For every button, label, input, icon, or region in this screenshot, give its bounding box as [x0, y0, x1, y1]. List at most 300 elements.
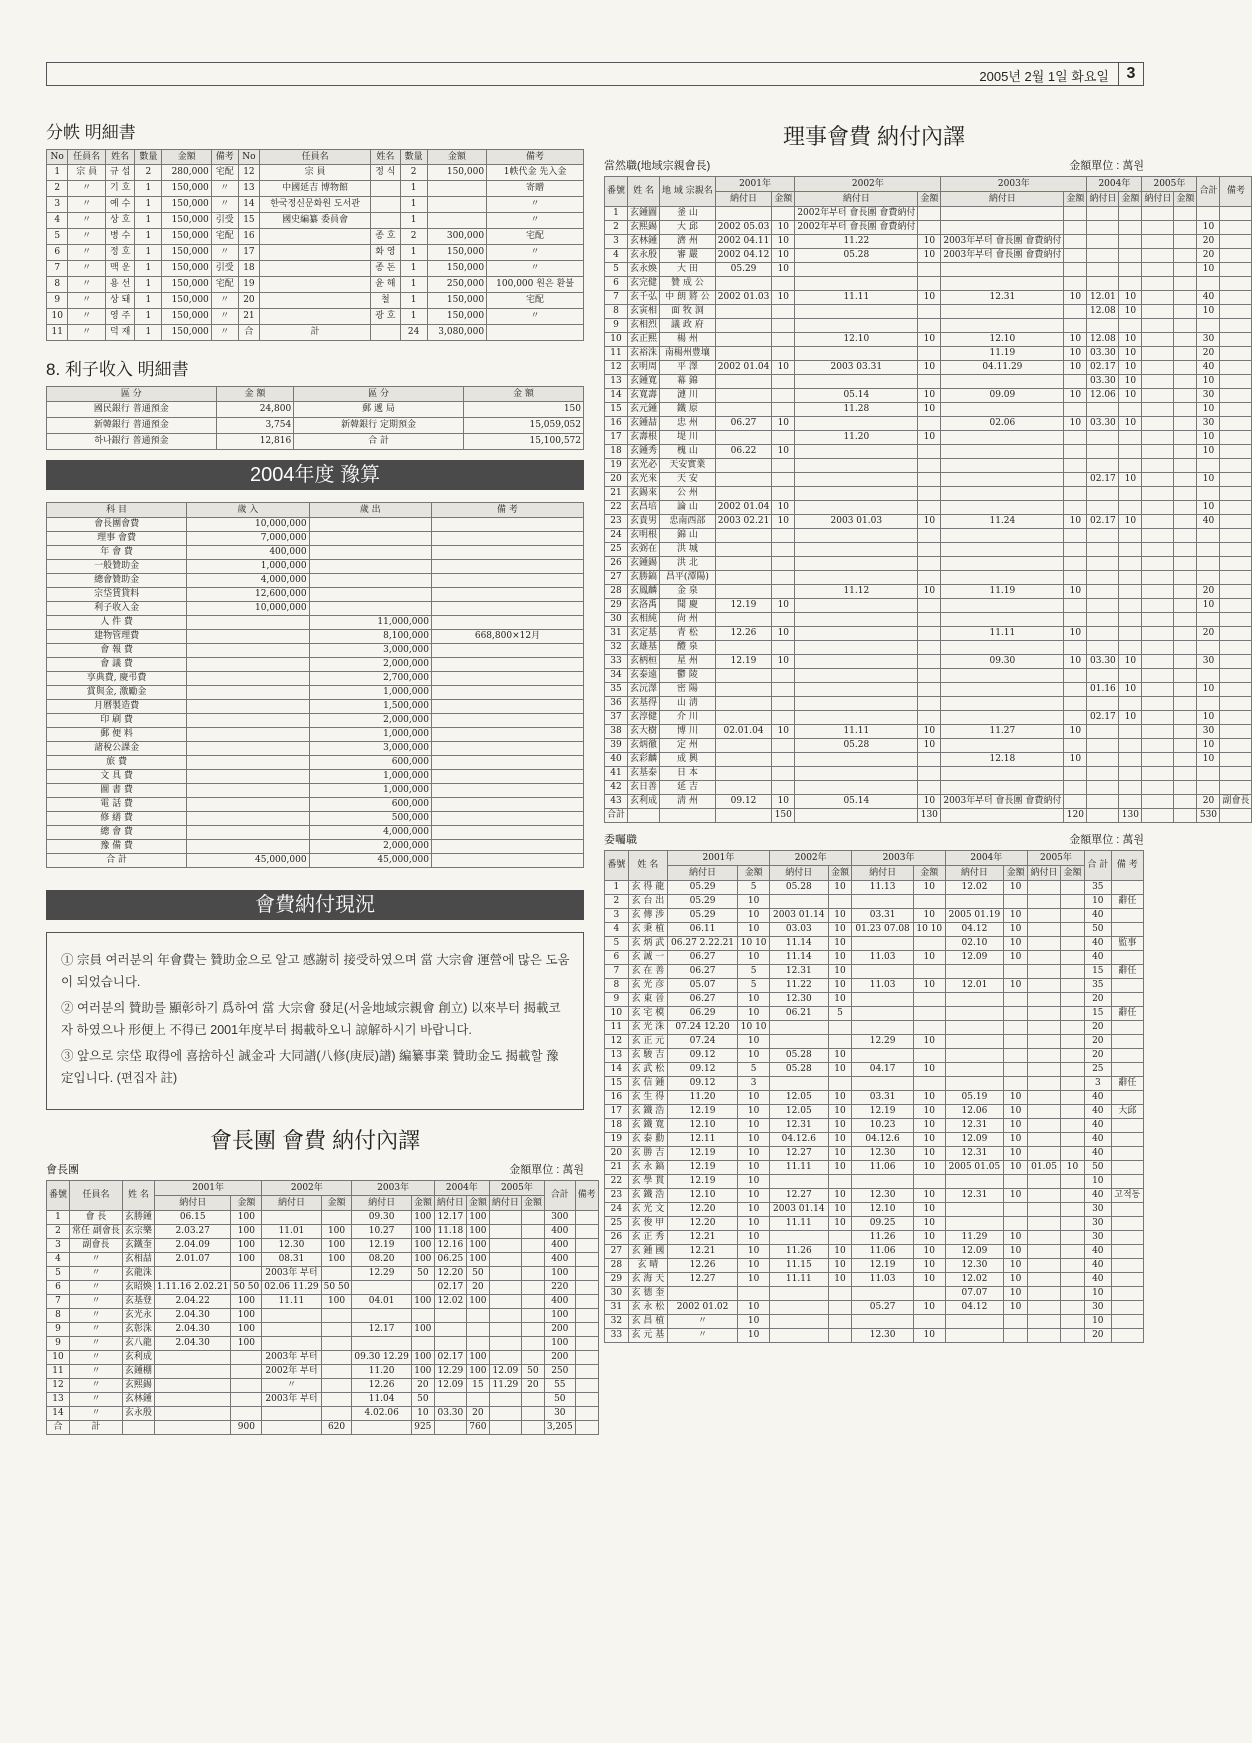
table-cell: [1087, 431, 1119, 445]
table-cell: 20: [411, 1379, 434, 1393]
table-cell: [945, 1077, 1004, 1091]
table-cell: [1061, 895, 1085, 909]
table-cell: 玄淳健: [628, 711, 660, 725]
table-row: [47, 245, 584, 261]
table-cell: [431, 658, 583, 672]
table-cell: [1119, 599, 1142, 613]
table-cell: 〃: [70, 1393, 123, 1407]
table-cell: 기 호: [105, 181, 135, 197]
table-cell: [772, 753, 795, 767]
table-row: [605, 881, 1144, 895]
table-cell: 2: [400, 229, 427, 245]
table-cell: 〃: [262, 1379, 321, 1393]
table-cell: 10: [1004, 909, 1028, 923]
table-cell: 10: [828, 965, 852, 979]
table-row: [605, 1161, 1144, 1175]
table-cell: 10: [1197, 305, 1220, 319]
column-header: 數量: [135, 150, 162, 165]
table-cell: [1174, 753, 1197, 767]
table-row: [47, 309, 584, 325]
table-cell: [411, 1281, 434, 1295]
table-row: [47, 770, 584, 784]
table-row: [605, 585, 1252, 599]
table-cell: [852, 1287, 913, 1301]
table-cell: [945, 1035, 1004, 1049]
table-cell: [715, 333, 772, 347]
table-cell: [772, 389, 795, 403]
table-cell: [187, 728, 309, 742]
table-cell: 02.17: [1087, 711, 1119, 725]
table-cell: [1220, 571, 1252, 585]
table-row: [47, 1239, 599, 1253]
table-cell: 11.14: [770, 951, 829, 965]
table-cell: 12.10: [795, 333, 918, 347]
table-cell: [941, 599, 1064, 613]
table-cell: 01.16: [1087, 683, 1119, 697]
table-cell: 05.07: [667, 979, 737, 993]
table-cell: [431, 728, 583, 742]
table-cell: [852, 937, 913, 951]
table-row: [47, 784, 584, 798]
table-cell: [1220, 501, 1252, 515]
table-cell: [262, 1309, 321, 1323]
table-cell: 02.01.04: [715, 725, 772, 739]
table-cell: [1220, 655, 1252, 669]
column-header: 納付日: [154, 1196, 231, 1211]
table-cell: [431, 840, 583, 854]
column-header: 金額: [1174, 192, 1197, 207]
table-cell: 30: [1084, 1203, 1111, 1217]
table-cell: 10: [1119, 291, 1142, 305]
table-cell: 11.03: [852, 951, 913, 965]
table-cell: [715, 781, 772, 795]
table-cell: [1061, 923, 1085, 937]
table-cell: 17: [238, 245, 259, 261]
table-cell: [1220, 361, 1252, 375]
table-cell: [1142, 291, 1174, 305]
table-cell: 6: [47, 245, 68, 261]
table-cell: 10: [1004, 1147, 1028, 1161]
table-cell: [1142, 361, 1174, 375]
table-cell: 02.17: [434, 1351, 466, 1365]
table-cell: [352, 1337, 411, 1351]
table-cell: 10: [1064, 389, 1087, 403]
column-header: 歲 入: [187, 503, 309, 518]
table-cell: 02.17: [1087, 473, 1119, 487]
table-cell: [1087, 795, 1119, 809]
table-cell: 12.19: [667, 1161, 737, 1175]
table-cell: [715, 431, 772, 445]
table-cell: [918, 459, 941, 473]
table-cell: 玄明周: [628, 361, 660, 375]
table-cell: 理事 會費: [47, 532, 187, 546]
table-cell: 玄永殷: [122, 1407, 154, 1421]
column-header: 合計: [544, 1181, 575, 1211]
table-row: [605, 909, 1144, 923]
table-cell: [772, 277, 795, 291]
table-cell: [795, 473, 918, 487]
table-cell: [941, 571, 1064, 585]
table-cell: [828, 1175, 852, 1189]
table-cell: [1064, 711, 1087, 725]
table-cell: [431, 672, 583, 686]
table-cell: 玄相喆: [122, 1253, 154, 1267]
table-cell: 10: [1197, 473, 1220, 487]
table-cell: 錦 山: [660, 529, 716, 543]
table-cell: 10: [772, 655, 795, 669]
table-cell: 玄勝鎬: [628, 571, 660, 585]
table-cell: [945, 1315, 1004, 1329]
table-cell: [521, 1239, 544, 1253]
table-cell: [1119, 235, 1142, 249]
table-cell: 面 牧 洞: [660, 305, 716, 319]
table-cell: 1,000,000: [187, 560, 309, 574]
table-cell: 玄雄基: [628, 641, 660, 655]
column-header: 金額: [828, 866, 852, 881]
year-header: 2003年: [852, 851, 945, 866]
table-cell: 12.27: [770, 1189, 829, 1203]
table-row: [605, 655, 1252, 669]
table-cell: 玄 鐵 浩: [628, 1105, 667, 1119]
table-cell: [1197, 529, 1220, 543]
table-cell: [1027, 979, 1060, 993]
table-cell: [795, 319, 918, 333]
table-cell: [945, 993, 1004, 1007]
table-cell: [1142, 557, 1174, 571]
table-cell: [1220, 627, 1252, 641]
table-row: [47, 165, 584, 181]
table-cell: 07.24: [667, 1035, 737, 1049]
table-cell: 10: [828, 1147, 852, 1161]
table-cell: 규 섭: [105, 165, 135, 181]
table-cell: [941, 375, 1064, 389]
table-cell: 18: [605, 445, 628, 459]
table-cell: [918, 445, 941, 459]
leaders-group: 會長團: [46, 1164, 79, 1176]
table-cell: [1142, 809, 1174, 823]
table-cell: [1119, 445, 1142, 459]
table-cell: 14: [47, 1407, 70, 1421]
table-cell: 30: [1084, 1301, 1111, 1315]
table-cell: [187, 672, 309, 686]
table-cell: [1064, 669, 1087, 683]
table-cell: 會長團會費: [47, 518, 187, 532]
table-cell: 2003年부터 會長團 會費納付: [941, 235, 1064, 249]
table-cell: 監事: [1111, 937, 1143, 951]
table-cell: [1087, 725, 1119, 739]
table-cell: 100: [466, 1239, 489, 1253]
table-cell: 11.15: [770, 1259, 829, 1273]
table-cell: 10: [772, 725, 795, 739]
table-cell: [795, 571, 918, 585]
table-cell: [1004, 1217, 1028, 1231]
table-cell: [1174, 277, 1197, 291]
table-cell: [489, 1253, 521, 1267]
table-cell: [521, 1421, 544, 1435]
table-cell: [1197, 697, 1220, 711]
table-cell: 11.11: [795, 725, 918, 739]
table-cell: 引受: [211, 261, 238, 277]
table-cell: [918, 543, 941, 557]
table-cell: 玄寅相: [628, 305, 660, 319]
table-cell: [431, 532, 583, 546]
table-cell: [941, 445, 1064, 459]
table-cell: 03.31: [852, 1091, 913, 1105]
table-cell: [795, 613, 918, 627]
table-cell: [1119, 221, 1142, 235]
table-cell: 10: [1119, 375, 1142, 389]
table-cell: [1111, 1231, 1143, 1245]
table-cell: [1027, 881, 1060, 895]
table-cell: 10: [1004, 951, 1028, 965]
table-cell: [1004, 1021, 1028, 1035]
table-cell: [795, 809, 918, 823]
table-cell: [941, 557, 1064, 571]
table-cell: 50: [411, 1267, 434, 1281]
table-row: [605, 1147, 1144, 1161]
column-header: 納付日: [795, 192, 918, 207]
table-cell: [187, 742, 309, 756]
table-row: [605, 1119, 1144, 1133]
table-cell: 280,000: [162, 165, 211, 181]
table-cell: 05.29: [667, 909, 737, 923]
table-cell: [772, 669, 795, 683]
table-cell: [715, 557, 772, 571]
table-cell: [1087, 571, 1119, 585]
table-cell: 大邱: [1111, 1105, 1143, 1119]
table-cell: 05.28: [795, 739, 918, 753]
table-row: [605, 725, 1252, 739]
table-cell: [1174, 501, 1197, 515]
table-cell: [1027, 1091, 1060, 1105]
table-cell: 釜 山: [660, 207, 716, 221]
table-cell: 楊 州: [660, 333, 716, 347]
table-row: [47, 434, 584, 450]
table-cell: [772, 697, 795, 711]
table-cell: 10: [1064, 515, 1087, 529]
table-cell: 10: [1004, 1189, 1028, 1203]
table-cell: 豫 備 費: [47, 840, 187, 854]
table-cell: 12.31: [770, 965, 829, 979]
table-cell: 10: [738, 1245, 770, 1259]
table-cell: [1004, 1063, 1028, 1077]
table-cell: 玄林鍾: [628, 235, 660, 249]
notice-item: ③ 앞으로 宗垈 取得에 喜捨하신 誠金과 大同譜(八修(庚辰)譜) 編纂事業 贊助金도 揭載할 豫定입니다. (편집자 註): [61, 1049, 559, 1085]
table-cell: [770, 1301, 829, 1315]
table-cell: [431, 784, 583, 798]
directors-table: [604, 176, 1252, 823]
table-cell: [575, 1267, 598, 1281]
year-header: 2004年: [945, 851, 1027, 866]
table-cell: 〃: [68, 293, 105, 309]
table-cell: [1174, 683, 1197, 697]
table-cell: 寄贈: [487, 181, 584, 197]
table-cell: [918, 781, 941, 795]
table-cell: 新韓銀行 定期預金: [294, 418, 464, 434]
table-cell: 11.03: [852, 979, 913, 993]
table-cell: 34: [605, 669, 628, 683]
table-cell: 10: [918, 249, 941, 263]
table-row: [47, 1337, 599, 1351]
table-cell: 100: [544, 1309, 575, 1323]
table-cell: [1004, 895, 1028, 909]
table-cell: 50: [1084, 1161, 1111, 1175]
table-cell: 05.14: [795, 389, 918, 403]
table-cell: [1087, 753, 1119, 767]
table-cell: [231, 1393, 262, 1407]
column-header: 納付日: [945, 866, 1004, 881]
table-cell: [489, 1211, 521, 1225]
table-row: [605, 571, 1252, 585]
table-row: [605, 501, 1252, 515]
table-cell: [1119, 725, 1142, 739]
table-cell: 12.19: [667, 1175, 737, 1189]
table-cell: 忠南西部: [660, 515, 716, 529]
table-cell: 堤 川: [660, 431, 716, 445]
table-cell: 22: [605, 1175, 629, 1189]
table-cell: 100: [466, 1351, 489, 1365]
table-cell: 玄 鍾 國: [628, 1245, 667, 1259]
table-cell: 2005 01.05: [945, 1161, 1004, 1175]
table-row: [605, 515, 1252, 529]
table-row: [47, 546, 584, 560]
table-cell: [1064, 403, 1087, 417]
table-cell: 1: [400, 213, 427, 229]
table-cell: [1220, 445, 1252, 459]
table-cell: [1111, 1217, 1143, 1231]
table-cell: [309, 532, 431, 546]
table-cell: 15: [605, 1077, 629, 1091]
table-cell: 12.19: [852, 1259, 913, 1273]
table-cell: 12.06: [945, 1105, 1004, 1119]
table-cell: 45,000,000: [309, 854, 431, 868]
table-cell: 14: [605, 1063, 629, 1077]
table-cell: 宗垈賃貸料: [47, 588, 187, 602]
table-row: [605, 417, 1252, 431]
table-cell: [1087, 249, 1119, 263]
directors-group: 當然職(地域宗親會長): [604, 160, 711, 172]
table-cell: 10: [1197, 711, 1220, 725]
table-cell: 925: [411, 1421, 434, 1435]
table-cell: 〃: [70, 1351, 123, 1365]
table-cell: 400: [544, 1239, 575, 1253]
table-cell: 2,700,000: [309, 672, 431, 686]
table-cell: [772, 641, 795, 655]
table-cell: 12.29: [434, 1365, 466, 1379]
table-cell: 玄鍾錫: [628, 557, 660, 571]
table-cell: 10: [918, 333, 941, 347]
table-cell: 20: [238, 293, 259, 309]
table-cell: 100: [231, 1211, 262, 1225]
table-cell: 02.06 11.29: [262, 1281, 321, 1295]
table-cell: 印 刷 費: [47, 714, 187, 728]
table-cell: 05.28: [795, 249, 918, 263]
table-cell: 12: [605, 361, 628, 375]
budget-table: [46, 502, 584, 868]
table-cell: 06.27: [715, 417, 772, 431]
table-cell: 600,000: [309, 756, 431, 770]
table-cell: 150: [772, 809, 795, 823]
table-cell: 國民銀行 普通預金: [47, 402, 217, 418]
table-cell: [852, 993, 913, 1007]
table-cell: [1087, 263, 1119, 277]
table-cell: 玄正熙: [628, 333, 660, 347]
table-cell: 04.01: [352, 1295, 411, 1309]
table-cell: [1027, 1245, 1060, 1259]
table-cell: 20: [1084, 1329, 1111, 1343]
table-cell: 27: [605, 1245, 629, 1259]
table-cell: [1061, 1301, 1085, 1315]
table-cell: [431, 588, 583, 602]
table-cell: [795, 277, 918, 291]
table-cell: [1119, 277, 1142, 291]
table-cell: 玄熙錫: [122, 1379, 154, 1393]
table-cell: [1087, 319, 1119, 333]
table-cell: 玄日善: [628, 781, 660, 795]
column-header: 納付日: [1142, 192, 1174, 207]
column-header: 金額: [162, 150, 211, 165]
table-cell: 100: [466, 1295, 489, 1309]
table-cell: 玄林鍾: [122, 1393, 154, 1407]
table-cell: [309, 602, 431, 616]
table-cell: [1119, 263, 1142, 277]
table-cell: 45,000,000: [187, 854, 309, 868]
table-cell: 2003 03.31: [795, 361, 918, 375]
column-header: 金額: [466, 1196, 489, 1211]
table-cell: [918, 767, 941, 781]
table-cell: 玄 武 松: [628, 1063, 667, 1077]
table-row: [47, 700, 584, 714]
table-cell: [1220, 641, 1252, 655]
table-cell: 10: [1004, 1287, 1028, 1301]
table-cell: [1061, 1133, 1085, 1147]
table-cell: 04.11.29: [941, 361, 1064, 375]
table-cell: 09.30 12.29: [352, 1351, 411, 1365]
table-cell: 10: [772, 221, 795, 235]
table-cell: 03.31: [852, 909, 913, 923]
table-cell: [1064, 277, 1087, 291]
table-cell: [1220, 417, 1252, 431]
appointed-table: [604, 850, 1144, 1343]
table-cell: [918, 683, 941, 697]
table-cell: 24: [400, 325, 427, 341]
table-cell: 12.31: [770, 1119, 829, 1133]
table-cell: [1119, 557, 1142, 571]
table-cell: 〃: [211, 309, 238, 325]
table-cell: 12.01: [945, 979, 1004, 993]
table-cell: 10: [1119, 711, 1142, 725]
table-cell: 玄錫來: [628, 487, 660, 501]
table-cell: [918, 305, 941, 319]
table-cell: 10: [1084, 1175, 1111, 1189]
table-row: [605, 347, 1252, 361]
table-cell: [828, 1021, 852, 1035]
table-cell: 150,000: [427, 165, 486, 181]
table-cell: [1197, 641, 1220, 655]
table-cell: [1064, 263, 1087, 277]
table-cell: 17: [605, 431, 628, 445]
table-cell: 12.10: [852, 1203, 913, 1217]
table-row: [47, 616, 584, 630]
table-cell: [770, 1077, 829, 1091]
table-cell: [427, 181, 486, 197]
table-cell: 2002年부터 會長團 會費納付: [795, 207, 918, 221]
table-cell: [1111, 1021, 1143, 1035]
table-cell: 12.09: [489, 1365, 521, 1379]
table-cell: 4.02.06: [352, 1407, 411, 1421]
table-cell: 1: [47, 1211, 70, 1225]
table-cell: 종 돈: [371, 261, 401, 277]
